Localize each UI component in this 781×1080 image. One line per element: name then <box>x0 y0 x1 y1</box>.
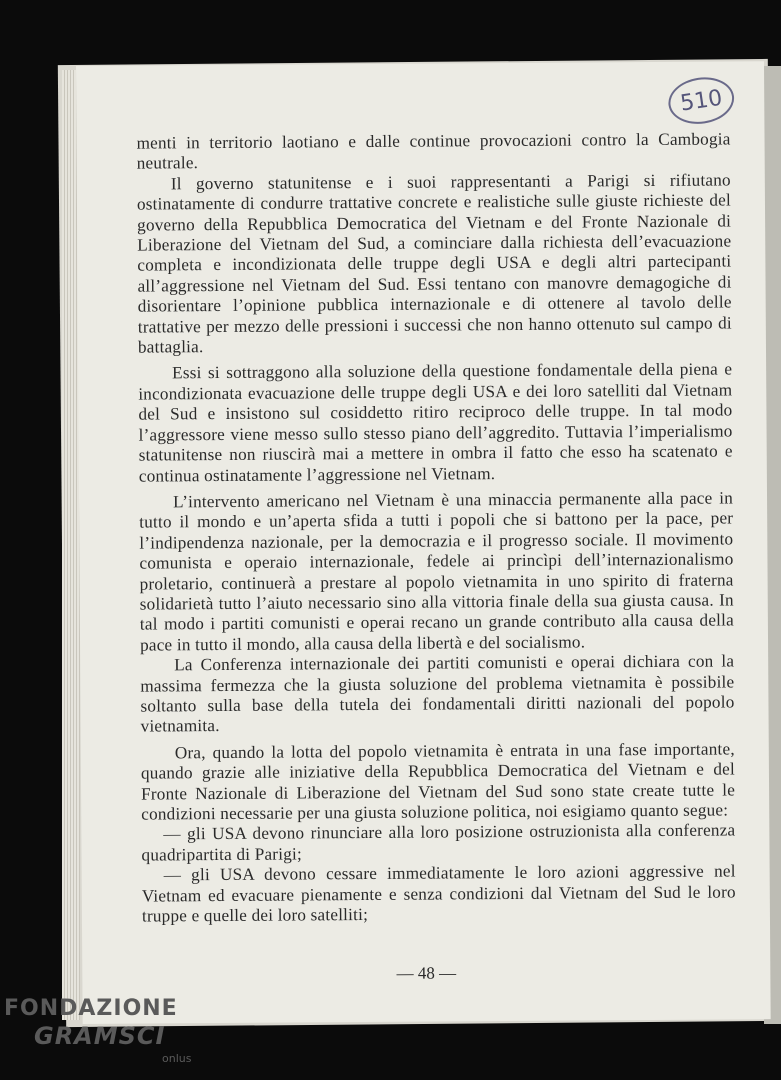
watermark-line-3: onlus <box>162 1052 192 1065</box>
paragraph-4: L’intervento americano nel Vietnam è una minaccia permanente alla pace in tutto il mondo e un’aperta sfida a tutti i popoli che si battono per la pace, per l’indipendenza nazionale, per la democrazia e il progresso sociale. Il movimento comunista e operaio internazionale, fedele ai princìpi dell’internazionalismo proletario, continuerà a prestare al popolo vietnamita in uno spirito di fraterna solidarietà tutto l’aiuto necessario sino alla vittoria finale della sua giusta causa. In tal modo i partiti comunisti e operai recano un grande contributo alla causa della pace in tutto il mondo, alla causa della libertà e del socialismo. <box>139 488 734 655</box>
page-number: — 48 — <box>396 963 457 983</box>
handwritten-folio-number <box>665 73 737 128</box>
list-item-2: — gli USA devono cessare immediatamente le loro azioni aggressive nel Vietnam ed evacuare pienamente e senza condizioni dal Vietnam del Sud le loro truppe e quelle dei loro satelliti; <box>141 861 736 926</box>
paragraph-1: menti in territorio laotiano e dalle continue provocazioni contro la Cambogia neutrale. <box>136 129 731 173</box>
paragraph-2: Il governo statunitense e i suoi rappresentanti a Parigi si rifiutano ostinatamente di condurre trattative concrete e realistiche sulle giuste richieste del governo della Repubblica Democratica del Vietnam e del Fronte Nazionale di Liberazione del Vietnam del Sud, a cominciare dalla richiesta dell’evacuazione completa e incondizionata delle truppe degli USA e degli altri partecipanti all’aggressione nel Vietnam del Sud. Essi tentano con manovre demagogiche di disorientare l’opinione pubblica internazionale e di ottenere al tavolo delle trattative per mezzo delle pressioni i successi che non hanno ottenuto sul campo di battaglia. <box>136 170 732 357</box>
folio-text: 510 <box>678 85 724 117</box>
body-text <box>136 129 736 927</box>
watermark-line-1: FONDAZIONE <box>4 996 178 1021</box>
document-page <box>76 61 771 1024</box>
watermark-line-2: GRAMSCI <box>34 1022 166 1050</box>
paragraph-3: Essi si sottraggono alla soluzione della questione fondamentale della piena e incondizionata evacuazione delle truppe degli USA e dei loro satelliti dal Vietnam del Sud e insistono sul cosiddetto ritiro reciproco delle truppe. In tal modo l’aggressore viene messo sullo stesso piano dell’aggredito. Tuttavia l’imperialismo statunitense non riuscirà mai a mettere in ombra il fatto che esso ha scatenato e continua ostinatamente l’aggressione nel Vietnam. <box>138 359 733 486</box>
list-item-1: — gli USA devono rinunciare alla loro posizione ostruzionista alla conferenza quadripartita di Parigi; <box>141 820 736 865</box>
watermark-logo <box>4 996 204 1076</box>
paragraph-6: Ora, quando la lotta del popolo vietnamita è entrata in una fase importante, quando grazie alle iniziative della Repubblica Democratica del Vietnam e del Fronte Nazionale di Liberazione del Vietnam del Sud sono state create tutte le condizioni necessarie per una giusta soluzione politica, noi esigiamo quanto segue: <box>140 739 736 824</box>
paragraph-5: La Conferenza internazionale dei partiti comunisti e operai dichiara con la massima fermezza che la giusta soluzione del problema vietnamita è possibile soltanto sulla base della tutela dei fondamentali diritti nazionali del popolo vietnamita. <box>140 651 735 736</box>
